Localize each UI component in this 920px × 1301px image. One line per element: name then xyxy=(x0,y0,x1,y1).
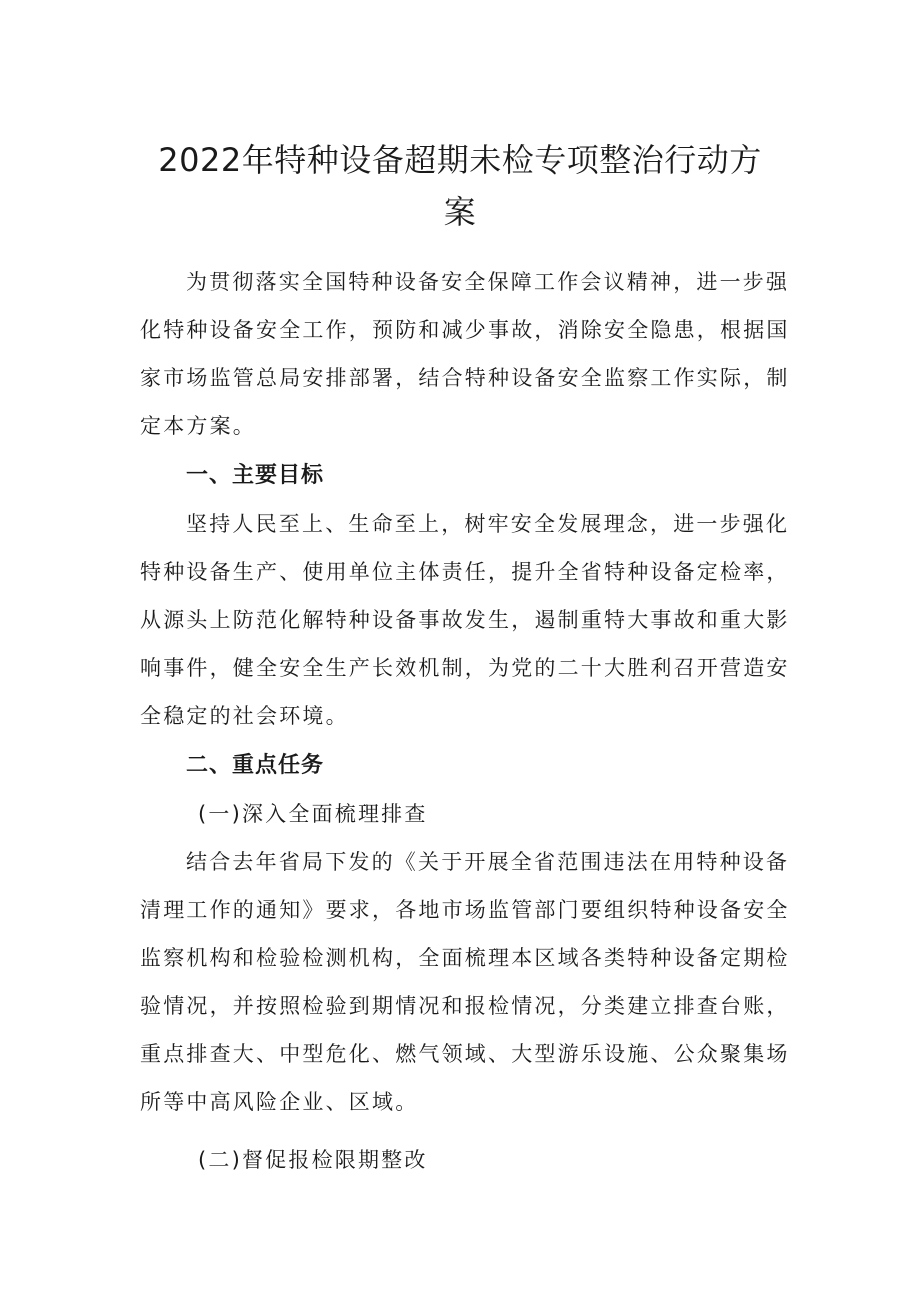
subsection-1-line-2: 清理工作的通知》要求，各地市场监管部门要组织特种设备安全 xyxy=(140,898,790,922)
section-1-line-5: 全稳定的社会环境。 xyxy=(140,704,349,728)
document-title-line-1: 2022年特种设备超期未检专项整治行动方 xyxy=(158,141,762,179)
section-1-line-2: 特种设备生产、使用单位主体责任，提升全省特种设备定检率， xyxy=(140,560,790,584)
intro-line-3: 家市场监管总局安排部署，结合特种设备安全监察工作实际，制 xyxy=(140,366,790,390)
section-2-heading: 二、重点任务 xyxy=(186,753,325,778)
subsection-1-line-3: 监察机构和检验检测机构，全面梳理本区域各类特种设备定期检 xyxy=(140,946,790,970)
section-1-line-3: 从源头上防范化解特种设备事故发生，遏制重特大事故和重大影 xyxy=(140,608,790,632)
intro-line-2: 化特种设备安全工作，预防和减少事故，消除安全隐患，根据国 xyxy=(140,318,790,342)
subsection-1-line-4: 验情况，并按照检验到期情况和报检情况，分类建立排查台账， xyxy=(140,994,790,1018)
subsection-1-line-5: 重点排查大、中型危化、燃气领域、大型游乐设施、公众聚集场 xyxy=(140,1042,790,1066)
subsection-2-heading: (二)督促报检限期整改 xyxy=(198,1148,428,1172)
document-page xyxy=(140,0,790,1301)
document-title-line-2: 案 xyxy=(443,193,477,231)
section-1-line-1: 坚持人民至上、生命至上，树牢安全发展理念，进一步强化 xyxy=(186,512,790,536)
section-1-heading: 一、主要目标 xyxy=(186,463,325,488)
intro-line-4: 定本方案。 xyxy=(140,414,256,438)
intro-line-1: 为贯彻落实全国特种设备安全保障工作会议精神，进一步强 xyxy=(186,270,790,294)
subsection-1-heading: (一)深入全面梳理排查 xyxy=(198,802,428,826)
subsection-1-line-1: 结合去年省局下发的《关于开展全省范围违法在用特种设备 xyxy=(186,850,790,874)
subsection-1-line-6: 所等中高风险企业、区域。 xyxy=(140,1090,419,1114)
section-1-line-4: 响事件，健全安全生产长效机制，为党的二十大胜利召开营造安 xyxy=(140,656,790,680)
